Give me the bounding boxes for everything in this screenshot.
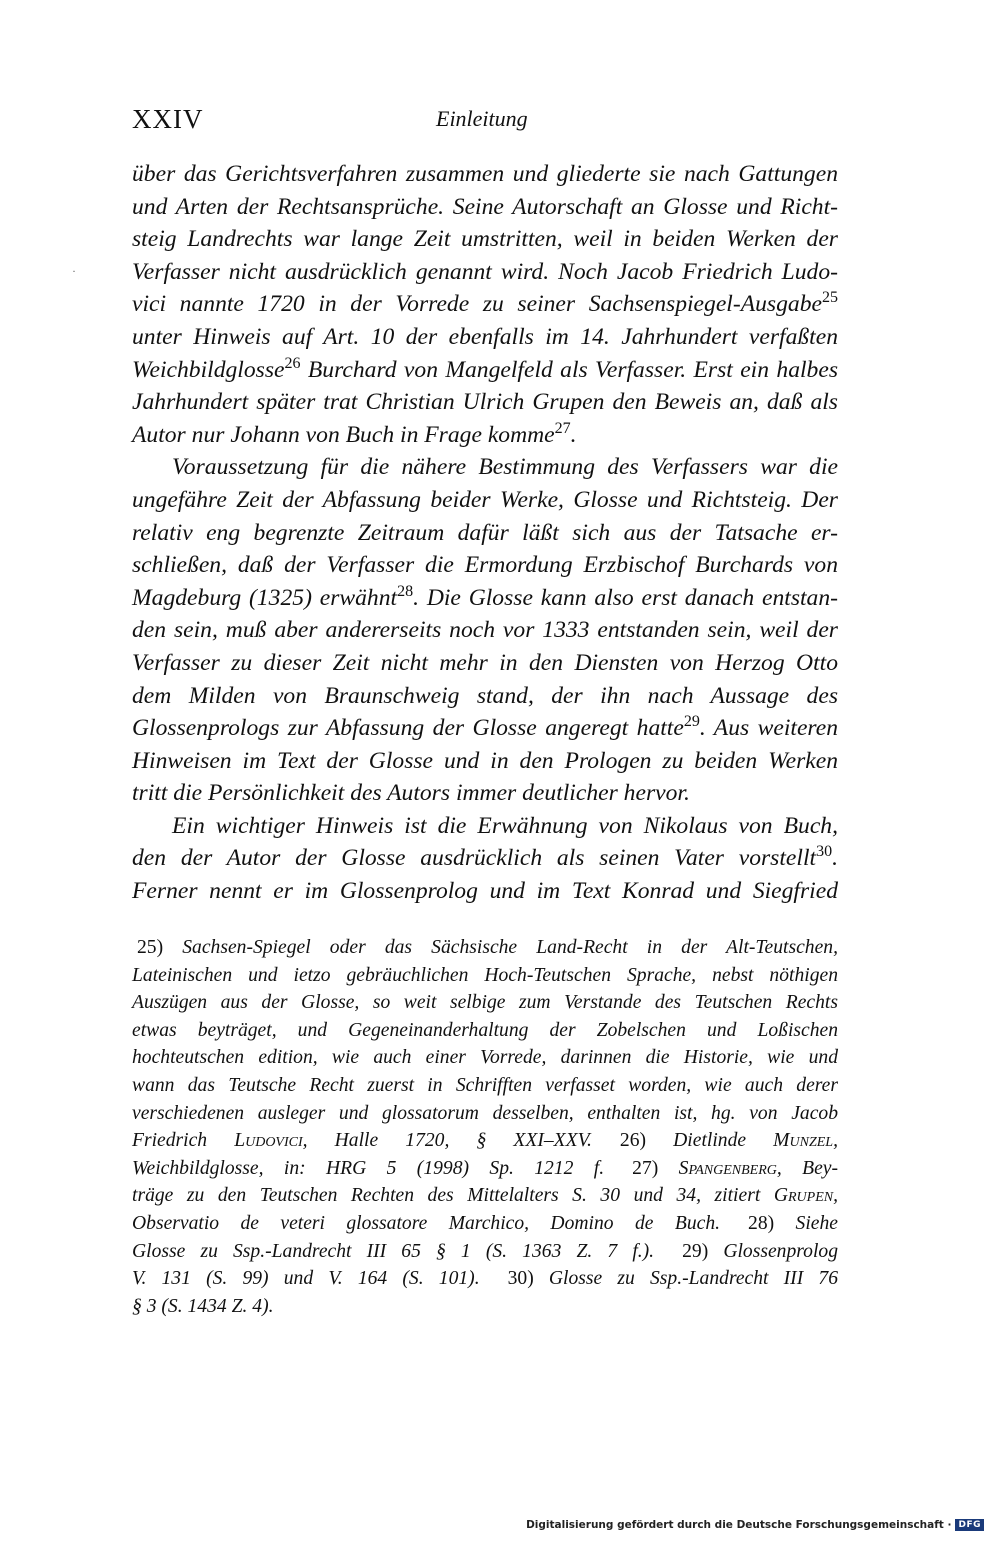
text-line	[132, 614, 838, 647]
text-segment: und Arten der Rechtsansprüche. Seine Autorschaft an Glosse und Richt-	[132, 193, 838, 220]
text-line	[132, 680, 838, 713]
text-line	[132, 354, 838, 387]
footnote-text: , Halle 1720, § XXI–XXV.	[302, 1130, 592, 1152]
footnote-ref[interactable]: 27	[554, 419, 571, 437]
text-segment: ungefähre Zeit der Abfassung beider Werke, Glosse und Richtsteig. Der	[132, 486, 838, 513]
footnote-text: träge zu den Teutschen Rechten des Mittelalters S. 30 und 34, zitiert	[132, 1185, 774, 1207]
footnote-number: 28)	[748, 1212, 775, 1234]
text-segment: schließen, daß der Verfasser die Ermordung Erzbischof Burchards von	[132, 552, 838, 579]
author-name: Munzel	[773, 1130, 834, 1152]
footnote-text: Siehe	[774, 1212, 838, 1234]
footnote-text: Glosse zu Ssp.-Landrecht III 76	[533, 1268, 838, 1290]
running-title: Einleitung	[436, 106, 528, 131]
text-segment: tritt die Persönlichkeit des Autors immer deutlicher hervor.	[132, 780, 690, 807]
footnote-line	[132, 1182, 838, 1210]
text-segment: .	[832, 845, 838, 872]
text-segment: über das Gerichtsverfahren zusammen und gliederte sie nach Gattungen	[132, 161, 838, 187]
footnote-line: hochteutschen edition, wie auch einer Vorrede, darinnen die Historie, wie und	[132, 1047, 838, 1069]
text-line	[132, 158, 838, 191]
footnote-text: V. 131 (S. 99) und V. 164 (S. 101).	[132, 1268, 480, 1290]
footnote-text: ,	[833, 1130, 838, 1152]
text-line	[132, 875, 838, 908]
text-segment: Magdeburg (1325) erwähnt	[132, 584, 398, 611]
footnote-line: verschiedenen ausleger und glossatorum desselben, enthalten ist, hg. von Jacob	[132, 1102, 838, 1124]
footnote-text: , Bey-	[776, 1157, 839, 1179]
footnote-number: 27)	[632, 1157, 659, 1179]
footnote-line: § 3 (S. 1434 Z. 4).	[132, 1295, 274, 1317]
text-segment: relativ eng begrenzte Zeitraum dafür läßt sich aus der Tatsache er-	[132, 519, 838, 546]
footnote-number: 25)	[137, 937, 164, 958]
footnote-text: Sachsen-Spiegel oder das Sächsische Land-Recht in der Alt-Teutschen,	[182, 937, 838, 958]
text-segment: Verfasser zu dieser Zeit nicht mehr in den Diensten von Herzog Otto	[132, 649, 838, 676]
footnote-ref[interactable]: 25	[821, 289, 838, 307]
footnote-line	[132, 1127, 838, 1155]
text-segment: dem Milden von Braunschweig stand, der ihn nach Aussage des	[132, 682, 838, 709]
page-number: XXIV	[132, 104, 204, 134]
footnote-line	[132, 1210, 838, 1238]
footnote-line: Lateinischen und ietzo gebräuchlichen Hoch-Teutschen Sprache, nebst nöthigen	[132, 964, 838, 986]
text-segment: den der Autor der Glosse ausdrücklich als seinen Vater vorstellt	[132, 845, 817, 872]
text-line	[132, 321, 838, 354]
text-segment: unter Hinweis auf Art. 10 der ebenfalls im 14. Jahrhundert verfaßten	[132, 323, 838, 350]
credit-text: Digitalisierung gefördert durch die Deutsche Forschungsgemeinschaft ·	[526, 1519, 952, 1531]
footnote-text: ,	[833, 1185, 838, 1207]
footnote-line	[132, 1155, 838, 1183]
text-line	[132, 549, 838, 582]
text-line	[132, 484, 838, 517]
footnote-line: wann das Teutsche Recht zuerst in Schrifften verfasset worden, wie auch derer	[132, 1074, 838, 1096]
text-line	[132, 517, 838, 550]
text-segment: den sein, muß aber andererseits noch vor 1333 entstanden sein, weil der	[132, 617, 838, 644]
footnote-ref[interactable]: 30	[816, 843, 833, 861]
footnote-line: Auszügen aus der Glosse, so weit selbige zum Verstande des Teutschen Rechts	[132, 992, 838, 1014]
text-line	[132, 745, 838, 778]
text-segment: Burchard von Mangelfeld als Verfasser. Erst ein halbes	[300, 356, 838, 383]
footnote-number: 30)	[507, 1268, 534, 1290]
text-line	[132, 810, 838, 843]
text-segment: . Die Glosse kann also erst danach entstan-	[413, 584, 839, 611]
body-text	[132, 158, 838, 908]
scan-speck: ·	[72, 264, 76, 278]
text-segment: vici nannte 1720 in der Vorrede zu seiner Sachsenspiegel-Ausgabe	[132, 291, 822, 318]
text-line	[132, 647, 838, 680]
dfg-logo: DFG	[955, 1519, 984, 1531]
text-segment: Ein wichtiger Hinweis ist die Erwähnung von Nikolaus von Buch,	[172, 812, 838, 839]
text-line	[132, 582, 838, 615]
footnote-number: 29)	[682, 1240, 709, 1262]
footnotes	[132, 934, 838, 1320]
text-line	[132, 712, 838, 745]
footnote-line	[132, 1238, 838, 1266]
author-name: Ludovici	[234, 1130, 303, 1152]
author-name: Grupen	[773, 1185, 834, 1207]
text-segment: Ferner nennt er im Glossenprolog und im Text Konrad und Siegfried	[132, 878, 838, 905]
footnote-text: Friedrich	[132, 1130, 235, 1152]
text-line	[132, 288, 838, 321]
footnote-text: Glossenprolog	[708, 1240, 839, 1262]
text-line	[132, 777, 838, 810]
text-segment: Voraussetzung für die nähere Bestimmung des Verfassers war die	[172, 454, 838, 481]
footnote-line	[132, 934, 838, 962]
text-line	[132, 842, 838, 875]
text-line	[132, 256, 838, 289]
text-segment: Verfasser nicht ausdrücklich genannt wird. Noch Jacob Friedrich Ludo-	[132, 258, 838, 285]
text-segment: .	[570, 421, 577, 448]
footnote-text: Dietlinde	[646, 1130, 774, 1152]
text-segment: steig Landrechts war lange Zeit umstritten, weil in beiden Werken der	[132, 226, 838, 253]
text-segment: Hinweisen im Text der Glosse und in den Prologen zu beiden Werken	[132, 747, 838, 774]
footnote-ref[interactable]: 28	[397, 582, 414, 600]
footnote-ref[interactable]: 29	[683, 713, 700, 731]
text-line	[132, 386, 838, 419]
footnote-text: Observatio de veteri glossatore Marchico, Domino de Buch.	[132, 1212, 721, 1234]
text-line	[132, 419, 838, 452]
footnote-ref[interactable]: 26	[284, 354, 301, 372]
text-line	[132, 223, 838, 256]
text-segment: . Aus weiteren	[699, 715, 838, 742]
footnote-line: etwas beyträget, und Gegeneinanderhaltung der Zobelschen und Loßischen	[132, 1019, 838, 1041]
digitization-credit	[526, 1519, 984, 1531]
text-segment: Glossenprologs zur Abfassung der Glosse angeregt hatte	[132, 715, 684, 742]
text-line	[132, 451, 838, 484]
footnote-line	[132, 1265, 838, 1293]
footnote-text: Glosse zu Ssp.-Landrecht III 65 § 1 (S. 1363 Z. 7 f.).	[132, 1240, 655, 1262]
text-segment: Jahrhundert später trat Christian Ulrich Grupen den Beweis an, daß als	[132, 389, 838, 416]
text-line	[132, 191, 838, 224]
text-segment: Autor nur Johann von Buch in Frage komme	[132, 421, 555, 448]
footnote-text: Weichbildglosse, in: HRG 5 (1998) Sp. 1212 f.	[132, 1157, 605, 1179]
footnote-number: 26)	[619, 1130, 647, 1152]
page-header	[132, 104, 838, 144]
text-segment: Weichbildglosse	[132, 356, 285, 383]
author-name: Spangenberg	[678, 1157, 777, 1179]
